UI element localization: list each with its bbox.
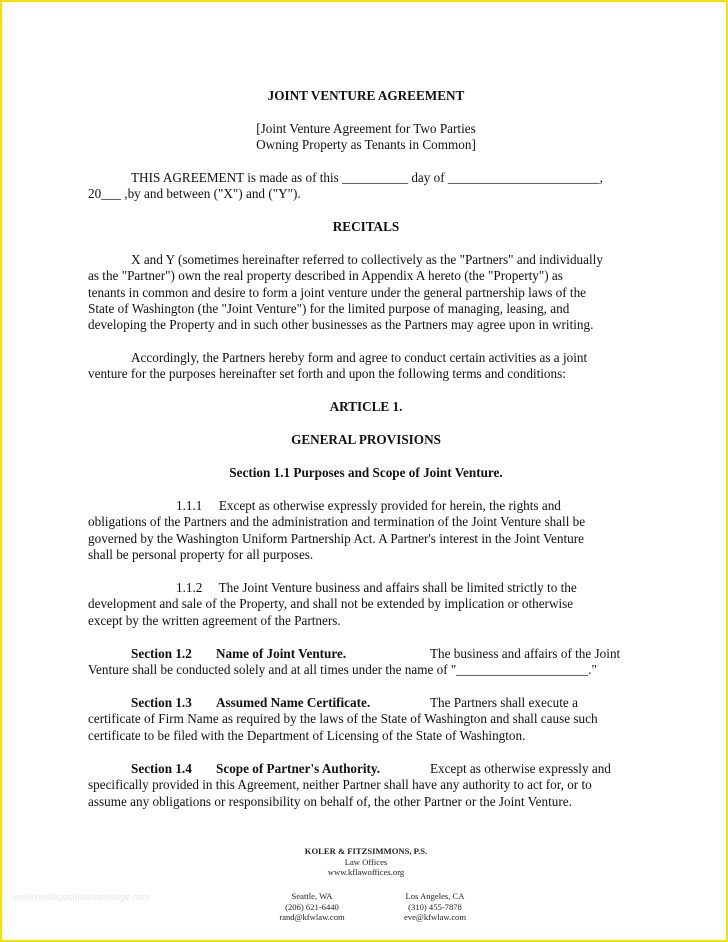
document-title: JOINT VENTURE AGREEMENT xyxy=(267,88,465,103)
paragraph-line: governed by the Washington Uniform Partnership Act. A Partner's interest in the Joint Venture xyxy=(88,530,585,546)
footer-office-los-angeles xyxy=(385,891,485,923)
paragraph-line: certificate of Firm Name as required by the laws of the State of Washington and shall cause such xyxy=(88,711,598,727)
document-subtitle xyxy=(2,121,728,154)
paragraph-line: shall be personal property for all purposes. xyxy=(88,546,314,562)
recitals-paragraph-1 xyxy=(88,252,644,333)
article-subheading: GENERAL PROVISIONS xyxy=(291,432,441,447)
paragraph-line: 1.1.1 Except as otherwise expressly provided for herein, the rights and xyxy=(176,498,561,513)
paragraph-line: venture for the purposes hereinafter set forth and upon the following terms and conditions: xyxy=(88,366,566,382)
paragraph-line: 20___ ,by and between ("X") and ("Y"). xyxy=(88,186,301,202)
subtitle-line: Owning Property as Tenants in Common] xyxy=(256,137,476,153)
footer-letterhead xyxy=(2,846,728,878)
paragraph-line: tenants in common and desire to form a joint venture under the general partnership laws of the xyxy=(88,284,587,300)
footer-firm-name: KOLER & FITZSIMMONS, P.S. xyxy=(304,846,428,856)
section-first-line xyxy=(88,695,644,711)
subtitle-line: [Joint Venture Agreement for Two Parties xyxy=(256,121,476,136)
paragraph-line: assume any obligations or responsibility on behalf of, the other Partner or the Joint Venture. xyxy=(88,793,572,809)
paragraph-line: THIS AGREEMENT is made as of this __________ day of _______________________, xyxy=(131,170,603,185)
section-1-3 xyxy=(88,695,644,744)
paragraph-line: 1.1.2 The Joint Venture business and affairs shall be limited strictly to the xyxy=(176,580,577,595)
office-email: rand@kfwlaw.com xyxy=(279,912,345,923)
paragraph-line: development and sale of the Property, and shall not be extended by implication or otherwise xyxy=(88,596,574,612)
opening-paragraph xyxy=(88,170,644,203)
paragraph-line: X and Y (sometimes hereinafter referred to collectively as the "Partners" and individually xyxy=(131,252,603,267)
paragraph-line: except by the written agreement of the Partners. xyxy=(88,612,341,628)
footer-website: www.kflawoffices.org xyxy=(327,867,405,878)
section-first-line xyxy=(88,646,644,662)
paragraph-line: Venture shall be conducted solely and at all times under the name of "____________________." xyxy=(88,662,597,678)
office-city: Los Angeles, CA xyxy=(405,891,465,901)
section-1-4 xyxy=(88,761,644,810)
watermark-text: www.heritagechristiancollege.com xyxy=(14,892,150,902)
paragraph-1-1-2 xyxy=(88,580,644,629)
office-email: eve@kfwlaw.com xyxy=(404,912,466,923)
footer-subtitle: Law Offices xyxy=(344,856,388,867)
office-city: Seattle, WA xyxy=(291,891,333,901)
section-label: Section 1.3 xyxy=(131,695,192,710)
section-label: Section 1.2 xyxy=(131,646,192,661)
section-title: Assumed Name Certificate. xyxy=(216,695,371,710)
footer-office-seattle xyxy=(262,891,362,923)
section-text: The business and affairs of the Joint xyxy=(430,646,621,661)
section-1-2 xyxy=(88,646,644,679)
section-title: Scope of Partner's Authority. xyxy=(216,761,381,776)
article-heading: ARTICLE 1. xyxy=(329,399,403,414)
office-phone: (310) 455-7878 xyxy=(408,901,462,912)
paragraph-line: obligations of the Partners and the administration and termination of the Joint Venture shall be xyxy=(88,514,586,530)
paragraph-line: developing the Property and in such other businesses as the Partners may agree upon in writing. xyxy=(88,317,594,333)
section-first-line xyxy=(88,761,644,777)
paragraph-line: Accordingly, the Partners hereby form and agree to conduct certain activities as a joint xyxy=(131,350,588,365)
paragraph-line: certificate to be filed with the Department of Licensing of the State of Washington. xyxy=(88,727,526,743)
section-text: Except as otherwise expressly and xyxy=(430,761,611,776)
recitals-paragraph-2 xyxy=(88,350,644,383)
paragraph-line: State of Washington (the "Joint Venture") for the limited purpose of managing, leasing, and xyxy=(88,300,570,316)
section-text: The Partners shall execute a xyxy=(430,695,578,710)
paragraph-1-1-1 xyxy=(88,498,644,563)
paragraph-line: as the "Partner") own the real property described in Appendix A hereto (the "Property") as xyxy=(88,268,563,284)
paragraph-line: specifically provided in this Agreement, neither Partner shall have any authority to act for, or to xyxy=(88,777,592,793)
recitals-heading: RECITALS xyxy=(332,219,400,234)
section-label: Section 1.4 xyxy=(131,761,192,776)
section-title: Name of Joint Venture. xyxy=(216,646,347,661)
office-phone: (206) 621-6440 xyxy=(285,901,339,912)
section-1-1-heading: Section 1.1 Purposes and Scope of Joint Venture. xyxy=(229,465,503,480)
